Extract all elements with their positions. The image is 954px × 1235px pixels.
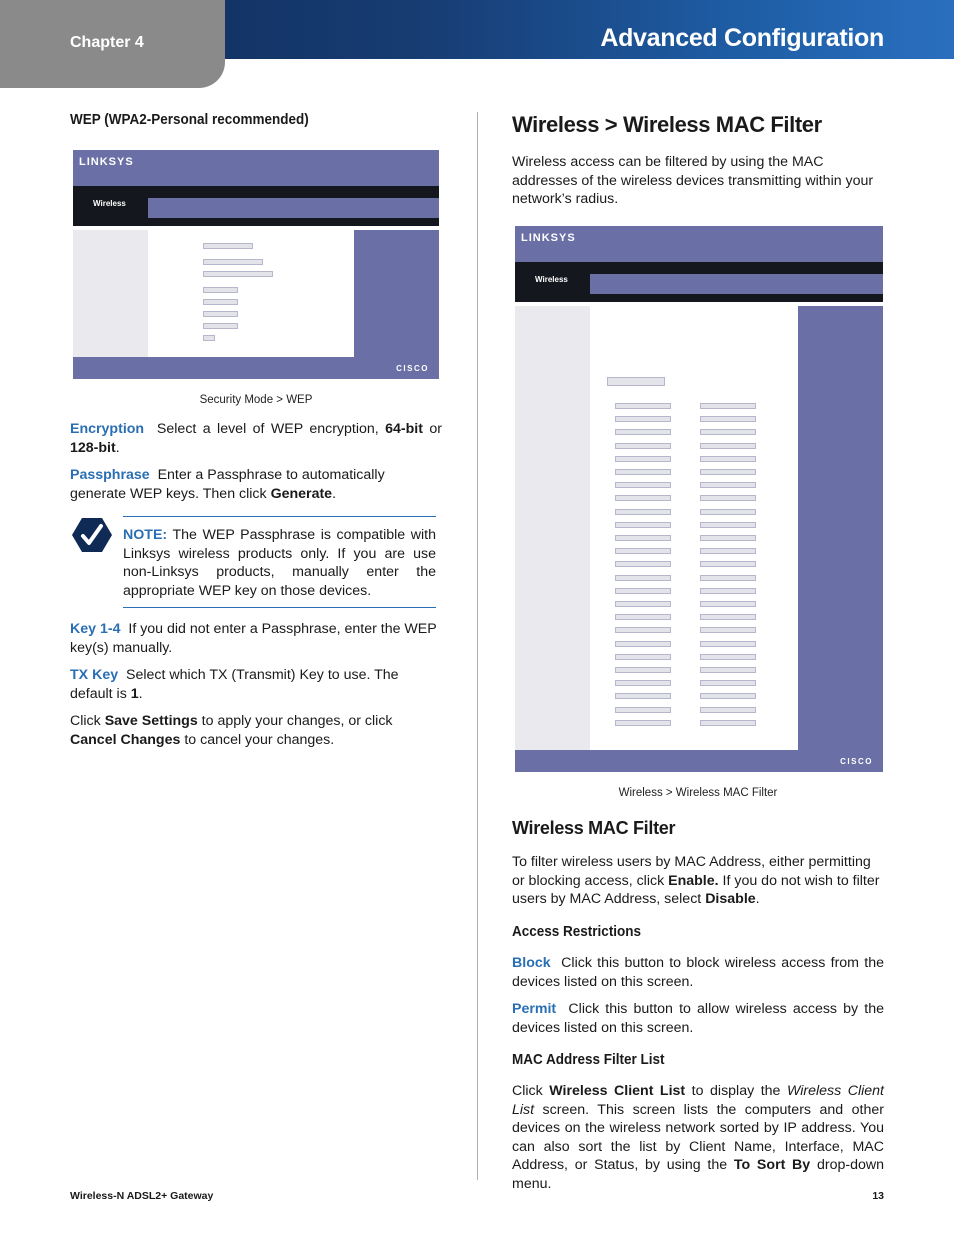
note-paragraph: NOTE: The WEP Passphrase is compatible with Linksys wireless products only. If you are use non-Linksys products, manually enter the appropriate WEP key on those devices. [123, 527, 436, 599]
chapter-label: Chapter 4 [70, 34, 144, 51]
mac-address-field[interactable] [700, 627, 756, 633]
note-rule-top [123, 516, 436, 517]
mac-address-field[interactable] [615, 443, 671, 449]
mac-address-field[interactable] [615, 588, 671, 594]
term-permit: Permit [512, 1001, 557, 1017]
mac-address-field[interactable] [615, 403, 671, 409]
mac-address-field[interactable] [615, 522, 671, 528]
mac-address-field[interactable] [615, 416, 671, 422]
term-encryption: Encryption [70, 421, 145, 437]
permit-paragraph: Permit Click this button to allow wireless access by the devices listed on this screen. [512, 1001, 884, 1036]
column-divider [477, 112, 478, 1180]
mac-address-field[interactable] [615, 495, 671, 501]
mac-address-field[interactable] [615, 601, 671, 607]
block-paragraph: Block Click this button to block wireless access from the devices listed on this screen. [512, 955, 884, 990]
mac-address-field[interactable] [700, 720, 756, 726]
section-title-2: Wireless [535, 275, 568, 284]
caption-security-mode: Security Mode > WEP [199, 394, 313, 406]
mac-list-paragraph: Click Wireless Client List to display the Wireless Client List screen. This screen lists the computers and other devices on the wireless network sorted by IP address. You can also sort the list by Client Name, Interface, MAC Address, or Status, by using the To Sort By drop-down menu. [512, 1083, 885, 1192]
save-paragraph: Click Save Settings to apply your changes, or click Cancel Changes to cancel your changes. [70, 713, 393, 748]
mac-address-field[interactable] [700, 535, 756, 541]
passphrase-paragraph: Passphrase Enter a Passphrase to automatically generate WEP keys. Then click Generate. [70, 467, 385, 502]
cisco-logo-2: CISCO [840, 757, 873, 766]
mac-address-field[interactable] [700, 495, 756, 501]
mac-address-field[interactable] [700, 614, 756, 620]
mac-address-field[interactable] [615, 654, 671, 660]
mac-address-field[interactable] [615, 456, 671, 462]
mac-address-field[interactable] [700, 548, 756, 554]
page-title: Advanced Configuration [600, 24, 884, 52]
key-paragraph: Key 1-4 If you did not enter a Passphrase, enter the WEP key(s) manually. [70, 621, 437, 656]
mac-address-field[interactable] [700, 693, 756, 699]
encryption-paragraph: Encryption Select a level of WEP encryption, 64-bit or 128-bit. [70, 421, 442, 456]
section-label: WEP (WPA2-Personal recommended) [70, 111, 309, 128]
mac-address-field[interactable] [615, 548, 671, 554]
wireless-client-list-button[interactable] [607, 377, 665, 386]
access-restrictions-heading: Access Restrictions [512, 923, 642, 940]
term-key: Key 1-4 [70, 621, 121, 637]
caption-mac-filter: Wireless > Wireless MAC Filter [618, 787, 778, 799]
mac-address-field[interactable] [615, 720, 671, 726]
term-txkey: TX Key [70, 667, 119, 683]
mac-address-field[interactable] [700, 443, 756, 449]
mac-address-field[interactable] [615, 614, 671, 620]
mac-address-field[interactable] [615, 575, 671, 581]
mac-address-field[interactable] [700, 654, 756, 660]
wep-section-label [70, 111, 442, 130]
mac-address-field[interactable] [615, 509, 671, 515]
mac-address-field[interactable] [615, 707, 671, 713]
footer-page-number: 13 [872, 1190, 884, 1202]
note-rule-bottom [123, 607, 436, 608]
mac-address-field[interactable] [700, 575, 756, 581]
mac-address-field[interactable] [700, 588, 756, 594]
mac-address-field[interactable] [615, 469, 671, 475]
note-label: NOTE: [123, 527, 168, 543]
term-block: Block [512, 955, 551, 971]
mac-address-field[interactable] [615, 667, 671, 673]
mac-address-field[interactable] [700, 416, 756, 422]
mac-address-field[interactable] [615, 561, 671, 567]
mac-address-field[interactable] [700, 667, 756, 673]
mac-filter-list [595, 311, 793, 751]
filter-paragraph: To filter wireless users by MAC Address, either permitting or blocking access, click Enable. If you do not wish to filter users by MAC Address, select Disable. [512, 854, 880, 908]
screenshot-wireless-mac-filter [515, 226, 887, 776]
mac-address-field[interactable] [700, 601, 756, 607]
section-heading: Wireless > Wireless MAC Filter [512, 112, 822, 137]
mac-address-field[interactable] [615, 535, 671, 541]
linksys-logo-2: LINKSYS [521, 232, 576, 244]
screenshot-security-mode-wep [73, 150, 443, 383]
mac-address-field[interactable] [615, 641, 671, 647]
section-title: Wireless [93, 199, 126, 208]
mac-address-field[interactable] [615, 482, 671, 488]
mac-address-field[interactable] [615, 627, 671, 633]
mac-address-field[interactable] [700, 429, 756, 435]
mac-address-field[interactable] [700, 469, 756, 475]
mac-address-field[interactable] [615, 693, 671, 699]
mac-address-field[interactable] [700, 561, 756, 567]
cisco-logo: CISCO [396, 364, 429, 373]
intro-paragraph: Wireless access can be filtered by using the MAC addresses of the wireless devices transmitting within your network’s radius. [512, 154, 874, 208]
mac-address-field[interactable] [700, 456, 756, 462]
linksys-logo: LINKSYS [79, 156, 134, 168]
mac-address-field[interactable] [700, 641, 756, 647]
mac-list-heading: MAC Address Filter List [512, 1051, 665, 1068]
mac-address-field[interactable] [700, 707, 756, 713]
mac-address-field[interactable] [700, 522, 756, 528]
subheading-mac-filter: Wireless MAC Filter [512, 818, 676, 838]
txkey-paragraph: TX Key Select which TX (Transmit) Key to use. The default is 1. [70, 667, 399, 702]
term-passphrase: Passphrase [70, 467, 150, 483]
mac-address-field[interactable] [700, 680, 756, 686]
mac-address-field[interactable] [615, 680, 671, 686]
mac-address-field[interactable] [700, 509, 756, 515]
footer-product: Wireless-N ADSL2+ Gateway [70, 1190, 214, 1202]
mac-address-field[interactable] [700, 403, 756, 409]
mac-address-field[interactable] [615, 429, 671, 435]
mac-address-field[interactable] [700, 482, 756, 488]
note-check-icon [70, 515, 114, 555]
